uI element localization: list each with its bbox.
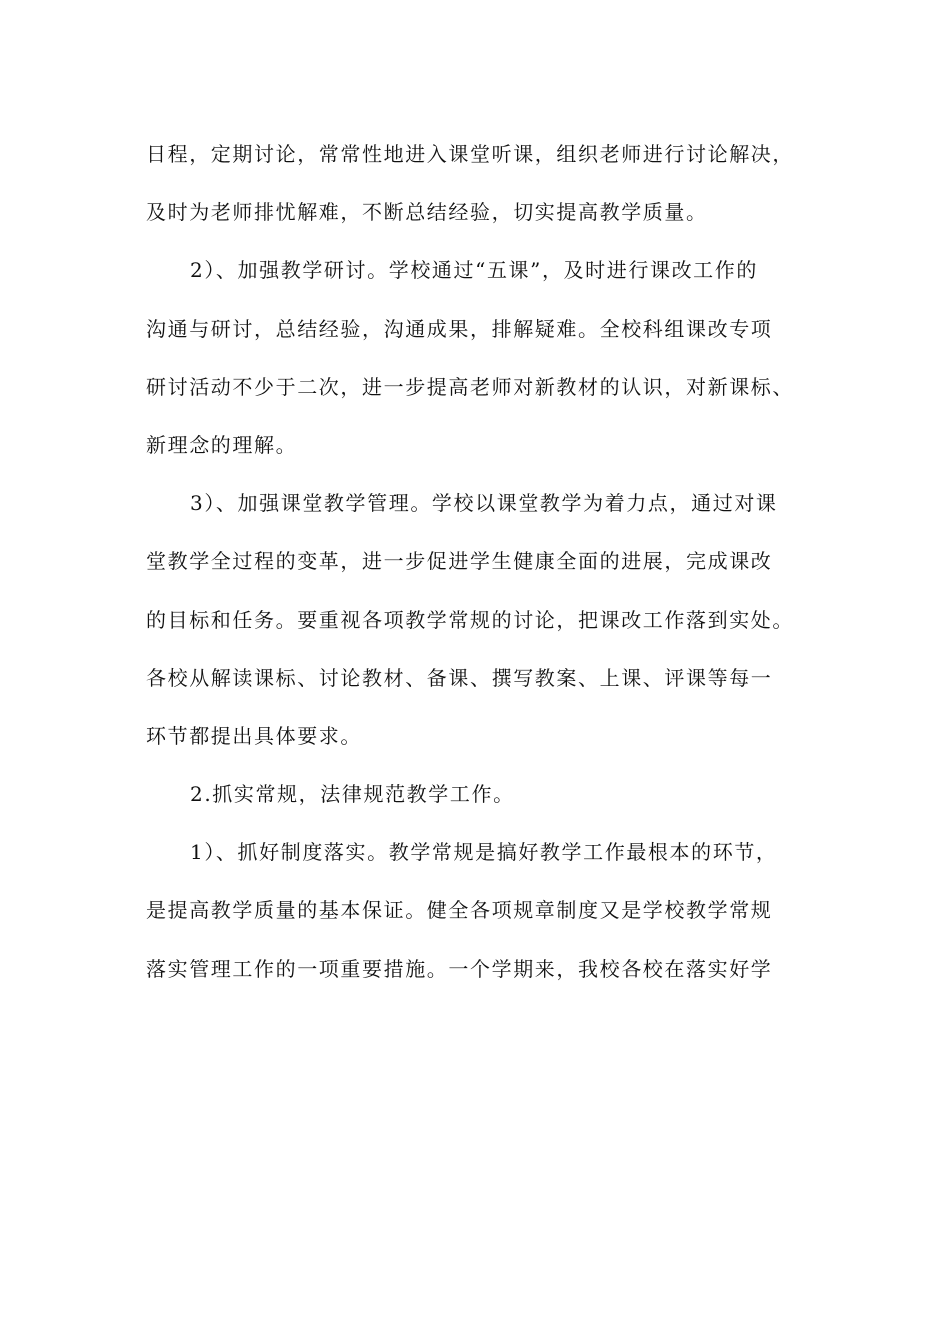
section-heading: 2.抓实常规，法律规范教学工作。: [190, 782, 515, 807]
text-line: 及时为老师排忧解难，不断总结经验，切实提高教学质量。: [146, 200, 708, 225]
text-line: 沟通与研讨，总结经验，沟通成果，排解疑难。全校科组课改专项: [146, 316, 773, 341]
text-line: 各校从解读课标、讨论教材、备课、撰写教案、上课、评课等每一: [146, 665, 773, 690]
text-line: 日程，定期讨论，常常性地进入课堂听课，组织老师进行讨论解决，: [146, 142, 794, 166]
text-line: 是提高教学质量的基本保证。健全各项规章制度又是学校教学常规: [146, 898, 773, 923]
text-line: 的目标和任务。要重视各项教学常规的讨论，把课改工作落到实处。: [146, 607, 794, 632]
body-text: [146, 132, 814, 1005]
text-line: 2）、加强教学研讨。学校通过“五课”，及时进行课改工作的: [190, 258, 758, 283]
text-line: 3）、加强课堂教学管理。学校以课堂教学为着力点，通过对课: [190, 491, 778, 516]
text-line: 堂教学全过程的变革，进一步促进学生健康全面的进展，完成课改: [146, 549, 773, 574]
text-line: 新理念的理解。: [146, 432, 298, 457]
text-line: 环节都提出具体要求。: [146, 723, 362, 748]
text-line: 研讨活动不少于二次，进一步提高老师对新教材的认识，对新课标、: [146, 374, 794, 399]
text-line: 1）、抓好制度落实。教学常规是搞好教学工作最根本的环节，: [190, 840, 778, 865]
text-line: 落实管理工作的一项重要措施。一个学期来，我校各校在落实好学: [146, 956, 773, 981]
